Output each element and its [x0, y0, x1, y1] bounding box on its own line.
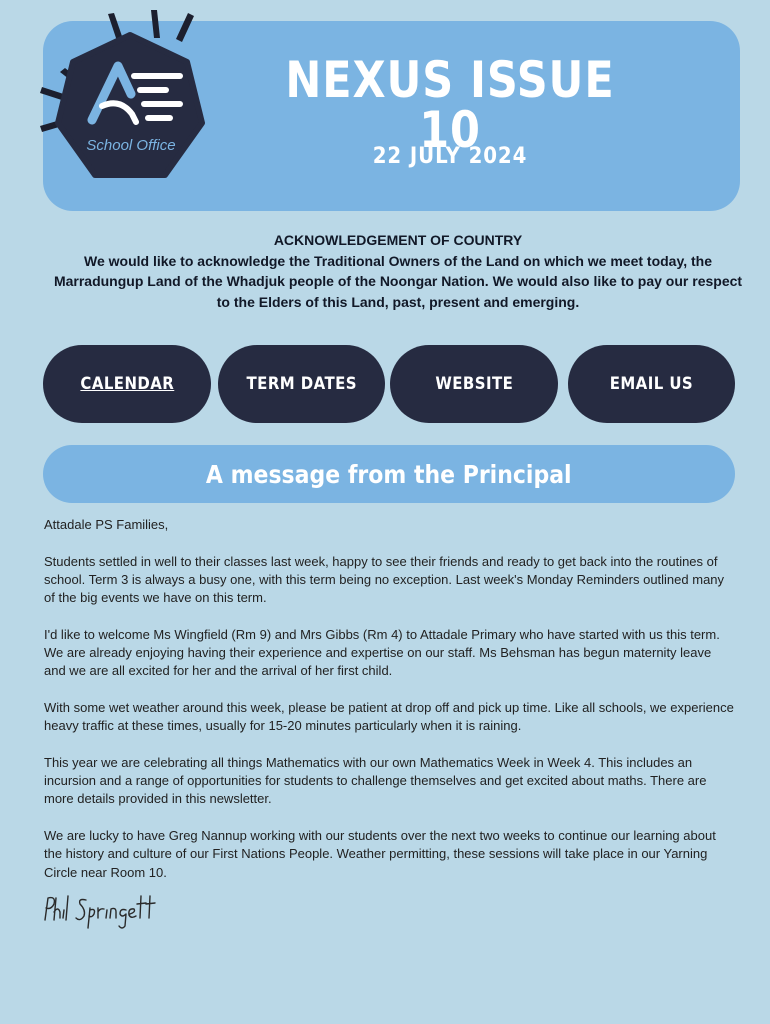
issue-date: 22 JULY 2024: [372, 144, 528, 169]
school-office-logo: [30, 10, 240, 210]
principal-message-banner: [43, 445, 735, 503]
calendar-button-label: CALENDAR: [80, 374, 174, 394]
acknowledgement-section: [50, 230, 746, 312]
principal-letter: [44, 516, 734, 900]
email-us-button[interactable]: [568, 345, 735, 423]
principal-message-heading: A message from the Principal: [206, 459, 572, 489]
letter-paragraph: We are lucky to have Greg Nannup working with our students over the next two weeks to continue our learning about the history and culture of our First Nations People. Weather permitting, these sessions will take place in our Yarning Circle near Room 10.: [44, 828, 716, 880]
website-button-label: WEBSITE: [435, 374, 513, 394]
logo-text: School Office: [86, 137, 176, 154]
letter-greeting: Attadale PS Families,: [44, 517, 169, 532]
letter-paragraph: This year we are celebrating all things Mathematics with our own Mathematics Week in Week 4. This includes an incursion and a range of opportunities for students to challenge themselves and get excited about maths. There are more details provided in this newsletter.: [44, 754, 707, 807]
letter-paragraph: Students settled in well to their classes last week, happy to see their friends and ready to get back into the routines of school. Term 3 is always a busy one, with this term being no exception. Last week's Monday Reminders outlined many of the big events we have on this term.: [44, 553, 725, 606]
letter-paragraph: I'd like to welcome Ms Wingfield (Rm 9) and Mrs Gibbs (Rm 4) to Attadale Primary who have started with us this term. We are already enjoying having their experience and expertise on our staff. Ms Behsman has begun maternity leave and we are all excited for her and the arrival of her first child.: [44, 626, 720, 679]
website-button[interactable]: [390, 345, 558, 423]
term-dates-button[interactable]: [218, 345, 385, 423]
letter-paragraph: With some wet weather around this week, please be patient at drop off and pick up time. Like all schools, we experience heavy traffic at these times, usually for 15-20 minutes particularly when it is raining.: [44, 699, 734, 734]
issue-title: NEXUS ISSUE 10: [285, 51, 615, 159]
email-us-button-label: EMAIL US: [609, 374, 694, 394]
acknowledgement-heading: ACKNOWLEDGEMENT OF COUNTRY: [273, 232, 523, 248]
acknowledgement-body: We would like to acknowledge the Traditional Owners of the Land on which we meet today, the Marradungup Land of the Whadjuk people of the Noongar Nation. We would also like to pay our respect to the Elders of this Land, past, present and emerging.: [53, 252, 743, 310]
principal-signature: [42, 890, 182, 930]
term-dates-button-label: TERM DATES: [246, 374, 357, 394]
calendar-button[interactable]: [43, 345, 211, 423]
